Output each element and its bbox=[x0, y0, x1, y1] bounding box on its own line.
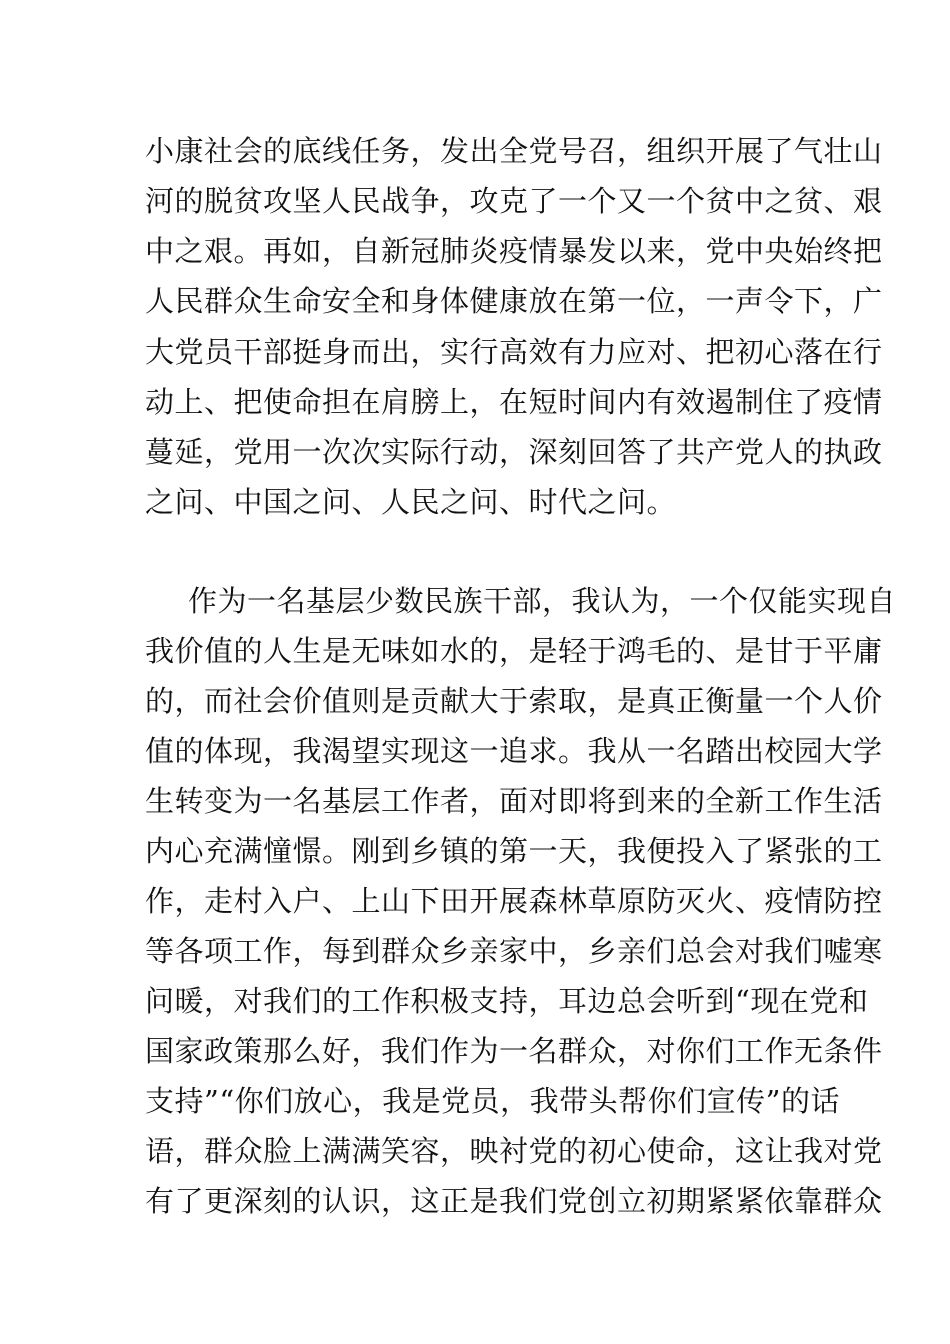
text-line: 作，走村入户、上山下田开展森林草原防灭火、疫情防控 bbox=[145, 884, 883, 918]
text-line: 语，群众脸上满满笑容，映衬党的初心使命，这让我对党 bbox=[145, 1134, 883, 1168]
text-line: 大党员干部挺身而出，实行高效有力应对、把初心落在行 bbox=[145, 335, 883, 369]
text-line: 作为一名基层少数民族干部，我认为，一个仅能实现自 bbox=[188, 584, 897, 618]
text-line: 值的体现，我渴望实现这一追求。我从一名踏出校园大学 bbox=[145, 734, 883, 768]
text-line: 人民群众生命安全和身体健康放在第一位，一声令下，广 bbox=[145, 284, 883, 318]
text-line: 我价值的人生是无味如水的，是轻于鸿毛的、是甘于平庸 bbox=[145, 634, 883, 668]
text-line: 动上、把使命担在肩膀上，在短时间内有效遏制住了疫情 bbox=[145, 385, 883, 419]
text-line: 有了更深刻的认识，这正是我们党创立初期紧紧依靠群众 bbox=[145, 1184, 883, 1218]
text-line: 问暖，对我们的工作积极支持，耳边总会听到“现在党和 bbox=[145, 984, 869, 1018]
text-line: 河的脱贫攻坚人民战争，攻克了一个又一个贫中之贫、艰 bbox=[145, 184, 883, 218]
text-line: 小康社会的底线任务，发出全党号召，组织开展了气壮山 bbox=[145, 134, 883, 168]
text-line: 支持”“你们放心，我是党员，我带头帮你们宣传”的话 bbox=[145, 1084, 840, 1118]
text-line: 内心充满憧憬。刚到乡镇的第一天，我便投入了紧张的工 bbox=[145, 834, 883, 868]
text-line: 等各项工作，每到群众乡亲家中，乡亲们总会对我们嘘寒 bbox=[145, 934, 883, 968]
text-line: 蔓延，党用一次次实际行动，深刻回答了共产党人的执政 bbox=[145, 435, 883, 469]
text-line: 生转变为一名基层工作者，面对即将到来的全新工作生活 bbox=[145, 784, 883, 818]
text-line: 中之艰。再如，自新冠肺炎疫情暴发以来，党中央始终把 bbox=[145, 234, 883, 268]
text-line: 的，而社会价值则是贡献大于索取，是真正衡量一个人价 bbox=[145, 684, 883, 718]
text-line: 国家政策那么好，我们作为一名群众，对你们工作无条件 bbox=[145, 1034, 883, 1068]
text-line: 之问、中国之问、人民之问、时代之问。 bbox=[145, 485, 677, 519]
